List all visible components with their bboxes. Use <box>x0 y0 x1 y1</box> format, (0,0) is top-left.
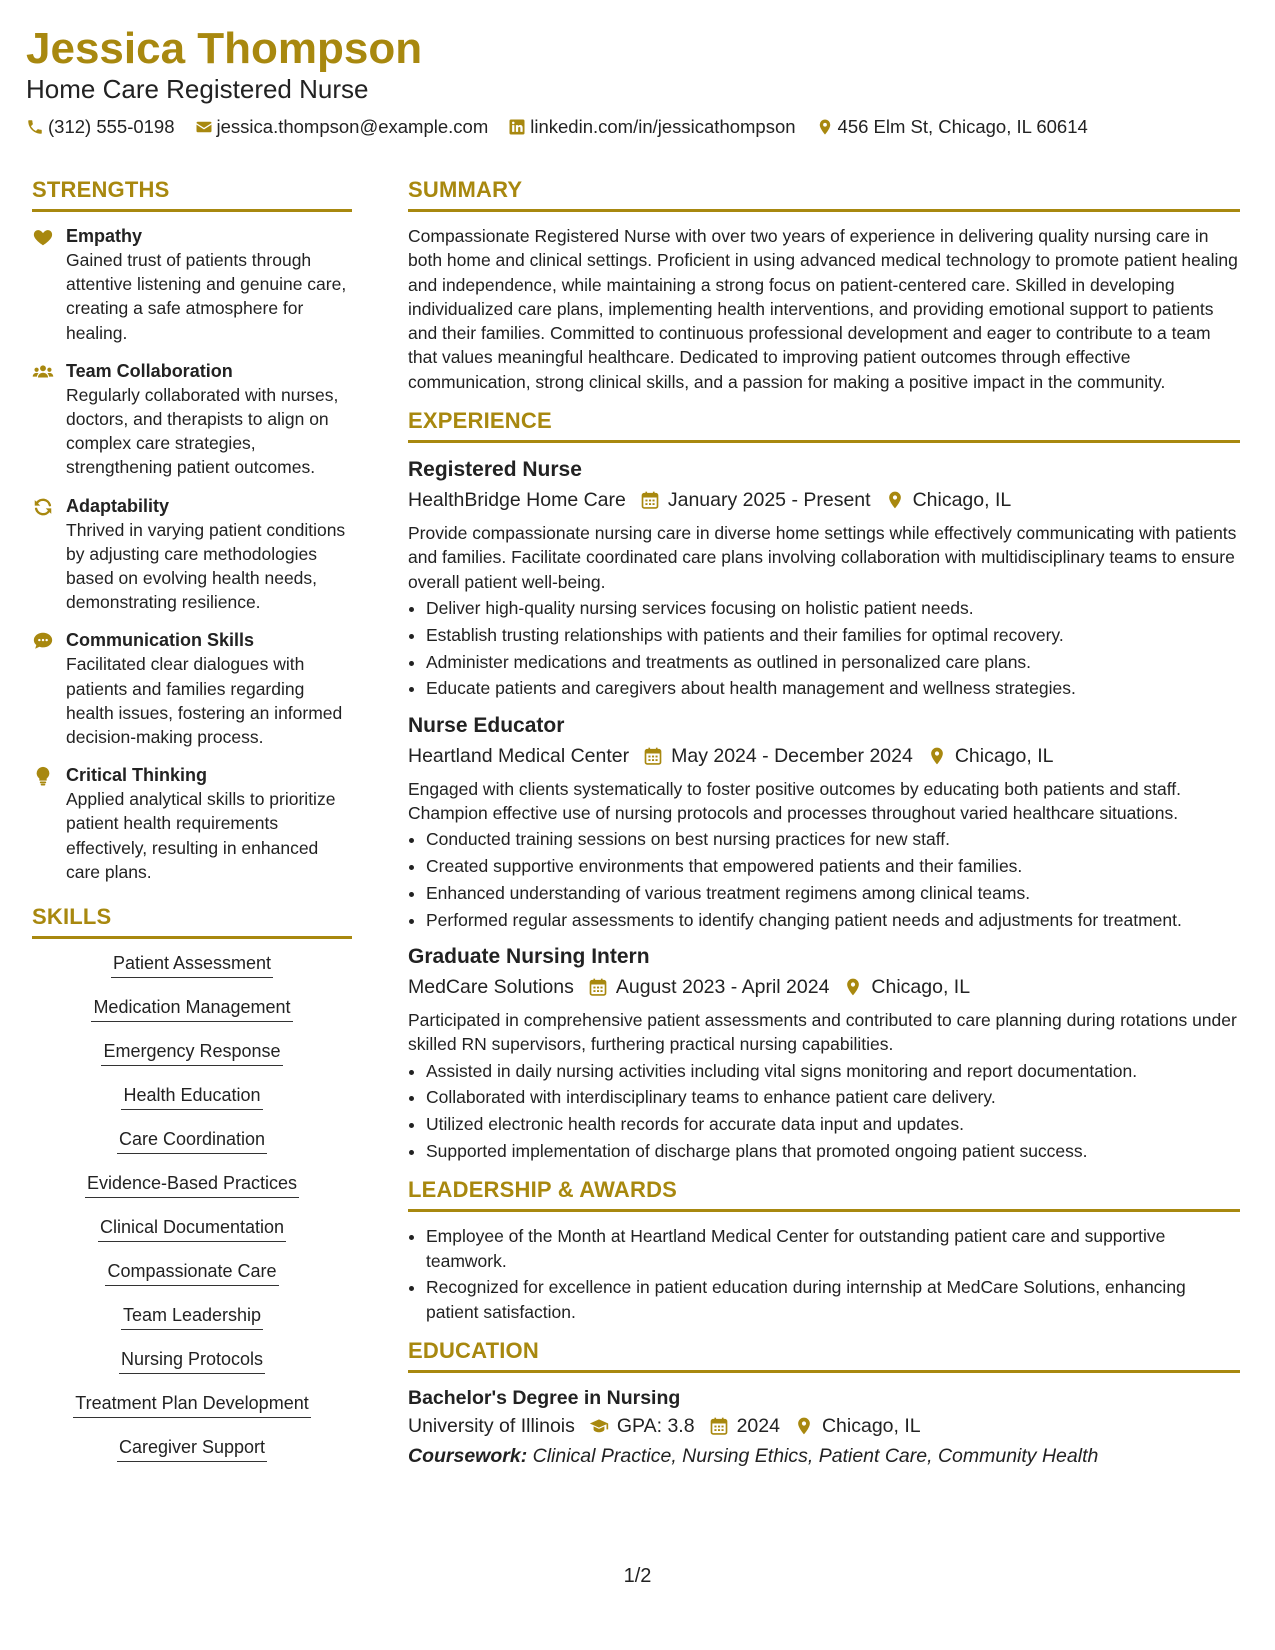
job-description: Engaged with clients systematically to foster positive outcomes by educating both patients and staff. Champion effective use of nursing protocols and processes throughout varied healthcare situations. <box>408 778 1182 823</box>
job-meta <box>408 972 1240 1002</box>
skills-list <box>32 951 352 1479</box>
strength-item <box>32 628 352 749</box>
strength-name: Empathy <box>66 226 143 246</box>
coursework <box>408 1441 1240 1471</box>
contact-linkedin[interactable] <box>508 116 795 138</box>
calendar-icon <box>643 746 663 766</box>
job-meta <box>408 485 1240 515</box>
map-pin-icon <box>816 118 834 136</box>
contact-row <box>26 116 1088 138</box>
skill-item: Care Coordination <box>117 1127 267 1154</box>
graduation-cap-icon <box>589 1416 609 1436</box>
job-bullets <box>408 827 1240 932</box>
strengths-heading: STRENGTHS <box>32 175 352 212</box>
job-bullet: • Performed regular assessments to identify changing patient needs and adjustments for treatment. <box>426 908 1240 932</box>
strength-item <box>32 494 352 615</box>
summary-text: Compassionate Registered Nurse with over two years of experience in delivering quality nursing care in both home and clinical settings. Proficient in using advanced medical technology to promote patient healing and independence, while maintaining a strong focus on patient-centered care. Skilled in developing individualized care plans, implementing health interventions, and providing emotional support to patients and their families. Committed to continuous professional development and eager to contribute to a team that values meaningful healthcare. Dedicated to improving patient outcomes through effective communication, strong clinical skills, and a passion for making a positive impact in the community. <box>408 226 1238 392</box>
map-pin-icon <box>927 746 947 766</box>
award-item: • Recognized for excellence in patient education during internship at MedCare Solutions, enhancing patient satisfaction. <box>426 1275 1240 1324</box>
linkedin-text: linkedin.com/in/jessicathompson <box>530 116 796 137</box>
experience-heading: EXPERIENCE <box>408 406 1240 443</box>
job-company: Heartland Medical Center <box>408 744 630 767</box>
job-bullet: • Educate patients and caregivers about health management and wellness strategies. <box>426 676 1240 700</box>
job-bullet: • Created supportive environments that empowered patients and their families. <box>426 854 1240 878</box>
candidate-name: Jessica Thompson <box>26 24 423 73</box>
job-bullet: • Utilized electronic health records for accurate data input and updates. <box>426 1112 1240 1136</box>
job-bullet: • Enhanced understanding of various treatment regimens among clinical teams. <box>426 881 1240 905</box>
job-bullet: • Conducted training sessions on best nursing practices for new staff. <box>426 827 1240 851</box>
strength-name: Communication Skills <box>66 630 255 651</box>
linkedin-icon <box>508 118 526 136</box>
resume-header <box>26 22 1088 138</box>
strength-desc: Thrived in varying patient conditions by adjusting care methodologies based on evolving health needs, demonstrating resilience. <box>66 519 346 613</box>
page-number: 1/2 <box>623 1565 652 1587</box>
lightbulb-icon <box>32 765 54 787</box>
map-pin-icon <box>843 977 863 997</box>
education-section <box>408 1336 1240 1471</box>
contact-email[interactable] <box>195 116 489 138</box>
contact-address <box>816 116 1088 138</box>
skill-item: Treatment Plan Development <box>73 1391 310 1418</box>
left-column <box>32 175 352 1479</box>
job-dates: August 2023 - April 2024 <box>615 975 830 998</box>
education-location: Chicago, IL <box>821 1414 921 1437</box>
job-meta <box>408 741 1240 771</box>
strength-desc: Applied analytical skills to prioritize patient health requirements effectively, resulting in enhanced care plans. <box>66 789 336 882</box>
skill-item: Emergency Response <box>101 1039 282 1066</box>
map-pin-icon <box>794 1416 814 1436</box>
skill-item: Evidence-Based Practices <box>85 1171 299 1198</box>
awards-section <box>408 1175 1240 1324</box>
gpa: GPA: 3.8 <box>616 1414 695 1437</box>
job-bullet: • Collaborated with interdisciplinary teams to enhance patient care delivery. <box>426 1085 1240 1109</box>
skill-item: Team Leadership <box>121 1303 263 1330</box>
skill-item: Compassionate Care <box>105 1259 278 1286</box>
strength-item <box>32 224 352 345</box>
skill-item: Nursing Protocols <box>119 1347 265 1374</box>
strength-desc: Gained trust of patients through attentive listening and genuine care, creating a safe atmosphere for healing. <box>66 250 347 343</box>
award-list <box>408 1224 1240 1324</box>
coursework-label: Coursework: <box>408 1444 528 1467</box>
job-dates: May 2024 - December 2024 <box>671 744 913 767</box>
job-bullet: • Establish trusting relationships with patients and their families for optimal recovery. <box>426 623 1240 647</box>
experience-section <box>408 406 1240 1163</box>
candidate-title: Home Care Registered Nurse <box>26 74 369 104</box>
skill-item: Clinical Documentation <box>98 1215 286 1242</box>
calendar-icon <box>588 977 608 997</box>
phone-icon <box>26 118 44 136</box>
job-title: Graduate Nursing Intern <box>408 944 650 968</box>
skill-item: Medication Management <box>91 995 292 1022</box>
job-location: Chicago, IL <box>954 744 1054 767</box>
job-company: HealthBridge Home Care <box>408 489 626 512</box>
envelope-icon <box>195 118 213 136</box>
job-bullets <box>408 596 1240 701</box>
coursework-list: Clinical Practice, Nursing Ethics, Patient Care, Community Health <box>532 1444 1099 1467</box>
strength-item <box>32 763 352 884</box>
job-bullet: • Deliver high-quality nursing services focusing on holistic patient needs. <box>426 596 1240 620</box>
education-heading: EDUCATION <box>408 1336 1240 1373</box>
job-bullet: • Assisted in daily nursing activities including vital signs monitoring and report documentation. <box>426 1059 1240 1083</box>
strength-name: Team Collaboration <box>66 360 233 381</box>
summary-section <box>408 175 1240 394</box>
job-entry <box>408 942 1240 1163</box>
job-dates: January 2025 - Present <box>667 489 871 512</box>
education-meta <box>408 1411 1240 1441</box>
summary-heading: SUMMARY <box>408 175 1240 212</box>
strength-desc: Regularly collaborated with nurses, doctors, and therapists to align on complex care strategies, strengthening patient outcomes. <box>66 384 339 478</box>
award-item: • Employee of the Month at Heartland Medical Center for outstanding patient care and supportive teamwork. <box>426 1224 1240 1273</box>
job-description: Participated in comprehensive patient assessments and contributed to care planning during rotations under skilled RN supervisors, furthering practical nursing capabilities. <box>408 1009 1237 1055</box>
job-entry <box>408 711 1240 932</box>
job-location: Chicago, IL <box>871 975 971 998</box>
strength-item <box>32 359 352 480</box>
strength-name: Adaptability <box>66 495 170 516</box>
job-entry <box>408 455 1240 701</box>
phone-text: (312) 555-0198 <box>48 116 175 137</box>
strength-name: Critical Thinking <box>66 765 208 786</box>
job-title: Nurse Educator <box>408 713 565 737</box>
right-column <box>408 175 1240 1483</box>
skill-item: Patient Assessment <box>111 951 273 978</box>
address-text: 456 Elm St, Chicago, IL 60614 <box>837 116 1088 137</box>
skill-item: Health Education <box>121 1083 262 1110</box>
job-bullet: • Administer medications and treatments as outlined in personalized care plans. <box>426 650 1240 674</box>
job-company: MedCare Solutions <box>408 975 574 998</box>
skills-heading: SKILLS <box>32 902 352 939</box>
skill-item: Caregiver Support <box>117 1435 267 1462</box>
heart-icon <box>32 226 54 248</box>
job-location: Chicago, IL <box>912 489 1012 512</box>
graduation-year: 2024 <box>736 1414 780 1437</box>
strength-desc: Facilitated clear dialogues with patients and families regarding health issues, fostering an informed decision-making process. <box>66 654 343 748</box>
calendar-icon <box>640 490 660 510</box>
job-description: Provide compassionate nursing care in diverse home settings while effectively communicating with patients and families. Facilitate coordinated care plans involving collaboration with multidisciplinary teams to ensure overall patient well-being. <box>408 523 1237 592</box>
degree-title: Bachelor's Degree in Nursing <box>408 1386 681 1409</box>
email-text: jessica.thompson@example.com <box>216 116 489 137</box>
contact-phone[interactable] <box>26 116 175 138</box>
chat-icon <box>32 630 54 652</box>
users-icon <box>32 361 54 383</box>
job-bullets <box>408 1059 1240 1164</box>
map-pin-icon <box>885 490 905 510</box>
job-bullet: • Supported implementation of discharge plans that promoted ongoing patient success. <box>426 1139 1240 1163</box>
calendar-icon <box>709 1416 729 1436</box>
awards-heading: LEADERSHIP & AWARDS <box>408 1175 1240 1212</box>
sync-icon <box>32 496 54 518</box>
job-title: Registered Nurse <box>408 458 582 482</box>
school-name: University of Illinois <box>408 1414 575 1437</box>
